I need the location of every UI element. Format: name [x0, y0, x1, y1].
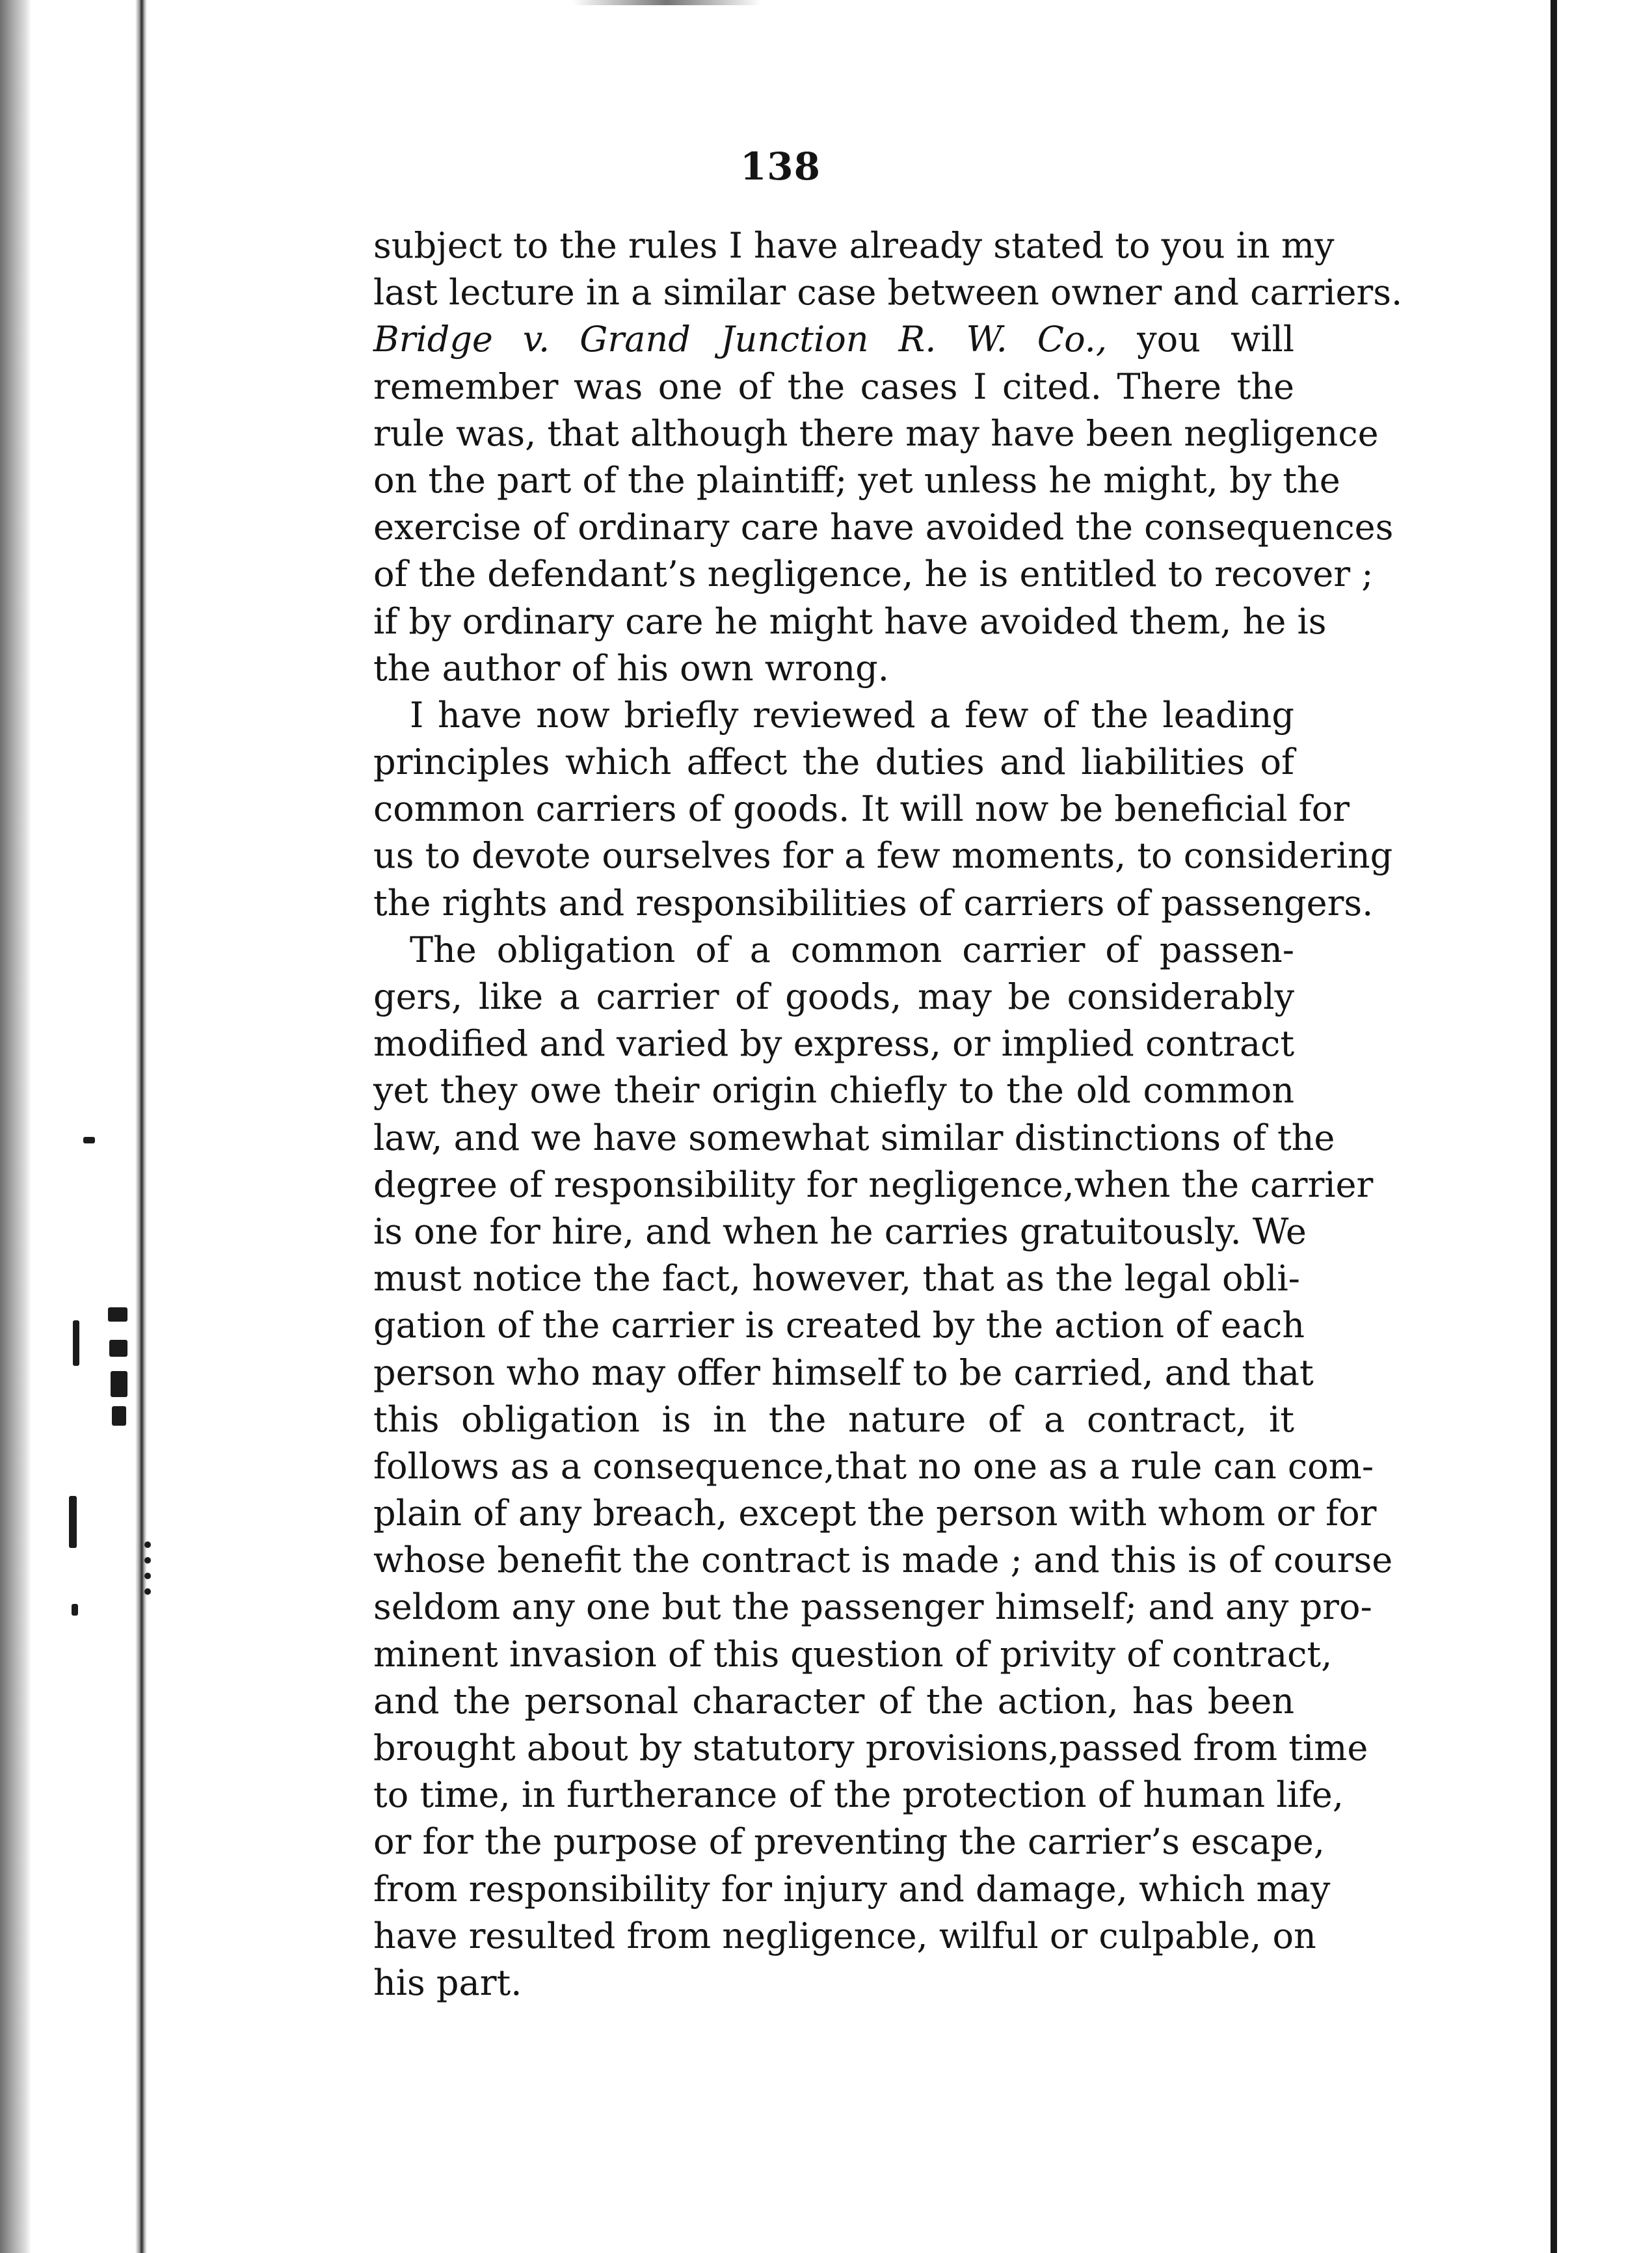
facing-page-margin: [1557, 0, 1652, 2253]
text-line: us to devote ourselves for a few moments, to considering: [373, 835, 1393, 877]
text-line: whose benefit the contract is made ; and this is of course: [373, 1540, 1393, 1581]
bleed-dot: [144, 1541, 151, 1548]
text-line: seldom any one but the passenger himself; and any pro-: [373, 1586, 1372, 1628]
bleed-dot: [144, 1588, 151, 1595]
bleed-mark: [111, 1371, 127, 1397]
text-line: brought about by statutory provisions,passed from time: [373, 1727, 1368, 1768]
text-line: his part.: [373, 1962, 522, 2003]
bleed-dot: [144, 1557, 151, 1564]
text-line: law, and we have somewhat similar distinctions of the: [373, 1117, 1335, 1158]
text-fragment: you will: [1107, 319, 1294, 360]
text-line: is one for hire, and when he carries gratuitously. We: [373, 1210, 1307, 1252]
text-line: degree of responsibility for negligence,when the carrier: [373, 1164, 1374, 1205]
text-line: person who may offer himself to be carried, and that: [373, 1352, 1314, 1393]
text-line: principles which affect the duties and liabilities of: [373, 741, 1294, 783]
text-line: have resulted from negligence, wilful or culpable, on: [373, 1915, 1316, 1956]
facing-page-edge: [1551, 0, 1557, 2253]
bleed-mark: [109, 1340, 127, 1357]
text-line: common carriers of goods. It will now be beneficial for: [373, 788, 1350, 830]
text-line: [373, 316, 1294, 363]
text-line: gation of the carrier is created by the action of each: [373, 1305, 1305, 1346]
bleed-mark: [72, 1604, 78, 1616]
body-text: [373, 222, 1403, 2006]
text-line: rule was, that although there may have been negligence: [373, 412, 1379, 454]
text-line: gers, like a carrier of goods, may be considerably: [373, 976, 1294, 1017]
bleed-mark: [83, 1137, 95, 1143]
text-line: or for the purpose of preventing the carrier’s escape,: [373, 1821, 1325, 1863]
case-citation: Bridge v. Grand Junction R. W. Co.,: [373, 319, 1108, 360]
text-line: plain of any breach, except the person with whom or for: [373, 1493, 1377, 1534]
text-line: exercise of ordinary care have avoided the consequences: [373, 507, 1394, 548]
bleed-mark: [73, 1320, 79, 1366]
bleed-mark: [108, 1307, 127, 1322]
text-line: subject to the rules I have already stated to you in my: [373, 225, 1335, 266]
text-line: remember was one of the cases I cited. There the: [373, 366, 1294, 407]
page-number: 138: [739, 144, 821, 189]
text-line: and the personal character of the action, has been: [373, 1680, 1294, 1722]
text-line: last lecture in a similar case between owner and carriers.: [373, 272, 1403, 313]
text-line: follows as a consequence,that no one as a rule can com-: [373, 1445, 1374, 1487]
text-line: the rights and responsibilities of carriers of passengers.: [373, 882, 1374, 924]
text-line: must notice the fact, however, that as the legal obli-: [373, 1258, 1300, 1300]
text-line: minent invasion of this question of privity of contract,: [373, 1633, 1333, 1675]
text-line: from responsibility for injury and damage, which may: [373, 1868, 1331, 1910]
text-line: modified and varied by express, or implied contract: [373, 1023, 1295, 1065]
text-line: this obligation is in the nature of a contract, it: [373, 1398, 1294, 1440]
text-line: The obligation of a common carrier of passen-: [410, 929, 1294, 970]
top-scan-artifact: [572, 0, 761, 5]
text-line: I have now briefly reviewed a few of the leading: [410, 694, 1294, 736]
text-line: the author of his own wrong.: [373, 647, 889, 689]
bleed-mark: [112, 1406, 126, 1426]
text-line: if by ordinary care he might have avoided them, he is: [373, 600, 1327, 642]
binding-shadow: [0, 0, 31, 2253]
text-line: to time, in furtherance of the protection of human life,: [373, 1774, 1344, 1816]
text-line: on the part of the plaintiff; yet unless he might, by the: [373, 459, 1340, 501]
text-line: of the defendant’s negligence, he is entitled to recover ;: [373, 553, 1374, 595]
text-line: yet they owe their origin chiefly to the old common: [373, 1070, 1294, 1112]
bleed-mark: [69, 1496, 77, 1548]
gutter-fold-line: [135, 0, 147, 2253]
bleed-dot: [144, 1573, 151, 1579]
